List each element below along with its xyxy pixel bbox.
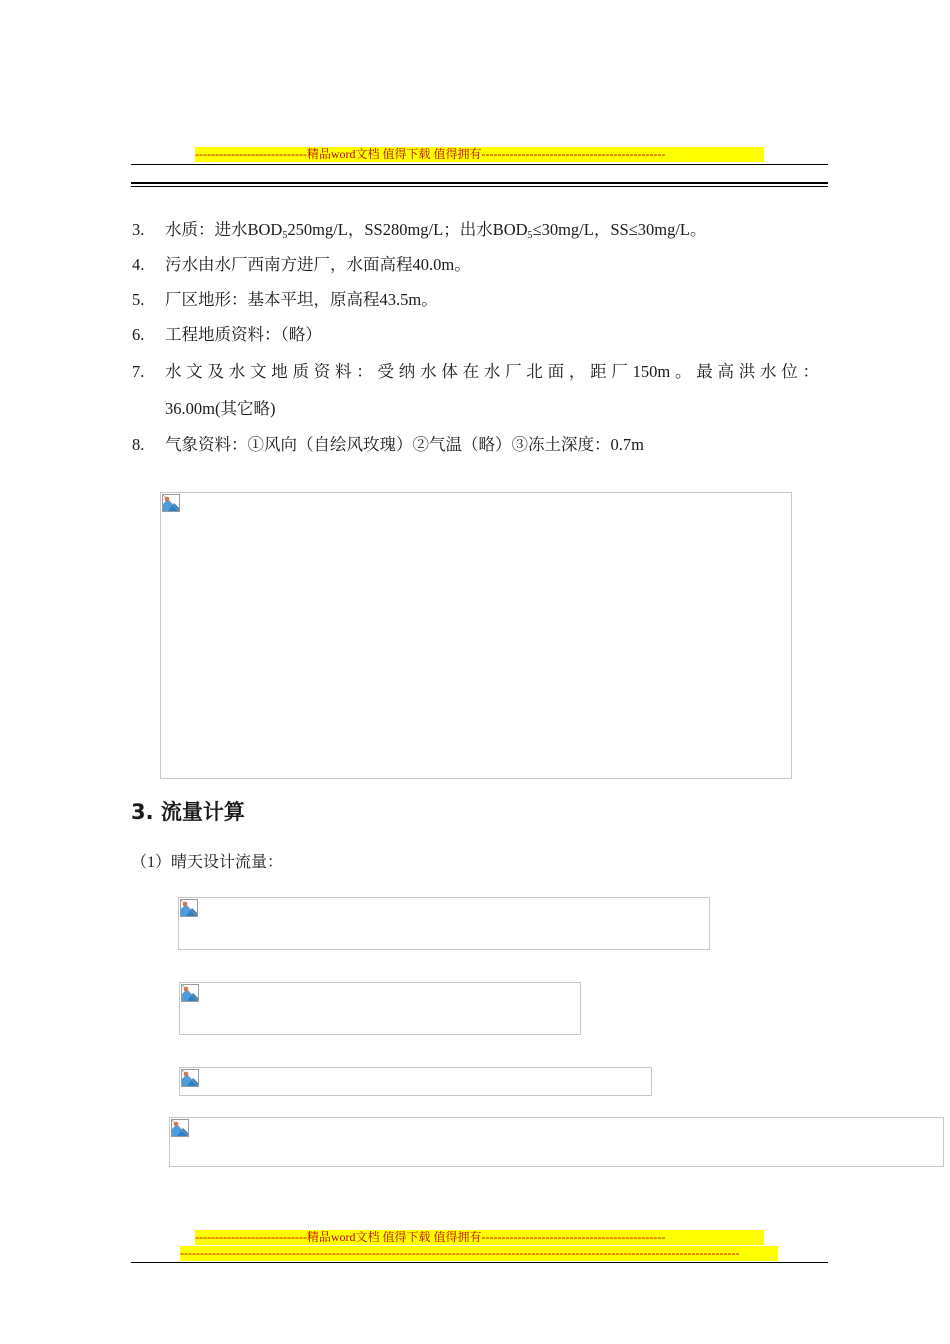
list-item-4 (132, 254, 471, 276)
list-number: 3. (132, 220, 145, 239)
list-text: 工程地质资料：（略） (165, 325, 322, 344)
list-item-5 (132, 289, 438, 311)
subscript: 5 (527, 230, 533, 241)
footer-rule (131, 1262, 828, 1263)
footer-banner-dashes: -------------------------------------------------------------------------------------------------------------------------------------------- (180, 1246, 778, 1261)
list-text-part: 水质：进水BOD (165, 220, 283, 239)
broken-image-icon (181, 1069, 199, 1087)
broken-image-icon (181, 984, 199, 1002)
header-rule-double-2 (131, 186, 828, 187)
formula-image-4 (169, 1117, 944, 1167)
header-banner: ----------------------------精品word文档 值得下载 值得拥有---------------------------------------------- (195, 147, 764, 162)
broken-image-icon (180, 899, 198, 917)
list-number: 7. (132, 362, 145, 381)
header-rule-double-1 (131, 182, 828, 184)
section-subheading: （1）晴天设计流量： (131, 854, 284, 871)
list-item-8 (132, 434, 644, 456)
formula-image-3 (179, 1067, 652, 1096)
list-item-3 (132, 219, 707, 247)
list-item-7-text: 水文及水文地质资料：受纳水体在水厂北面，距厂150m。最高洪水位： (165, 362, 819, 381)
list-text: 污水由水厂西南方进厂，水面高程40.0m。 (165, 255, 471, 274)
section-heading: 3. 流量计算 (131, 800, 245, 824)
list-text-part: 250mg/L，SS280mg/L；出水BOD (287, 220, 528, 239)
broken-image-icon (171, 1119, 189, 1137)
formula-image-1 (178, 897, 710, 950)
list-item-7-number (132, 361, 165, 383)
list-number: 8. (132, 435, 145, 454)
subscript: 5 (282, 230, 288, 241)
broken-image-icon (162, 494, 180, 512)
footer-banner: ----------------------------精品word文档 值得下载 值得拥有---------------------------------------------- (195, 1230, 764, 1245)
list-text: 气象资料：①风向（自绘风玫瑰）②气温（略）③冻土深度：0.7m (165, 435, 644, 454)
formula-image-2 (179, 982, 581, 1035)
list-number: 5. (132, 290, 145, 309)
list-item-6 (132, 324, 322, 346)
list-text-part: ≤30mg/L，SS≤30mg/L。 (532, 220, 707, 239)
list-number: 6. (132, 325, 145, 344)
list-number: 4. (132, 255, 145, 274)
image-placeholder-large (160, 492, 792, 779)
list-item-7-continuation: 36.00m(其它略) (165, 399, 276, 418)
header-rule-thin (131, 164, 828, 165)
list-text: 厂区地形：基本平坦，原高程43.5m。 (165, 290, 438, 309)
